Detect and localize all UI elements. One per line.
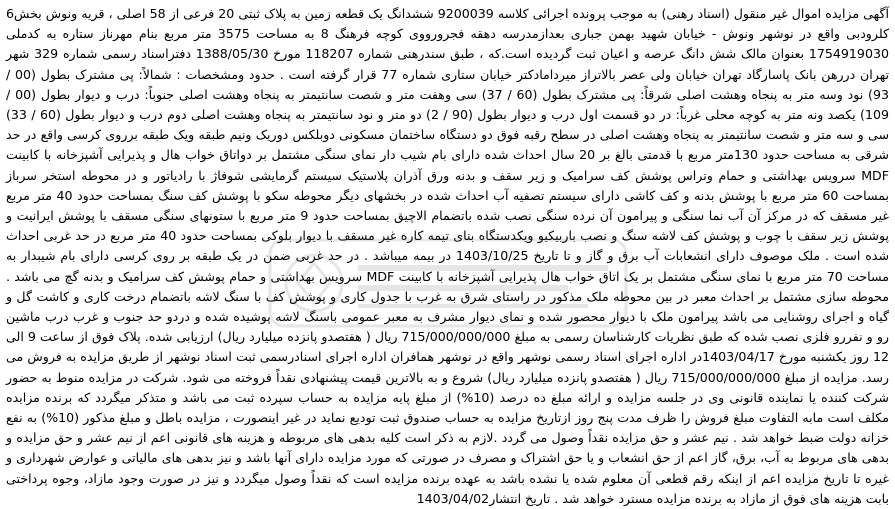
- auction-notice-text: آگهی مزایده اموال غیر منقول (اسناد رهنی) به موجب پرونده اجرائی کلاسه 9200039 ششدانگ یک قطعه زمین به پلاک ثبتی 20 فرعی از 58 اصلی ، قریه ونوش بخش6 کلرودبی واقع در نوشهر ونوش - خیابان شهید بهمن جباری بعدازمدرسه دهقه فجرورووی کوچه فرهنگ 8 به مساحت 3575 متر مربع بنام مهرناز ستاره به کدملی 1754919030 بعنوان مالک شش دانگ عرصه و اعیان ثبت گردیده است.که ، طبق سندرهنی شماره 118207 مورخ 1388/05/30 دفتراسناد رسمی شماره 329 شهر تهران دررهن بانک پاسارگاد تهران خیابان ولی عصر بالاتراز میردامادکتر خیابان ستاری شماره 77 قرار گرفته است . حدود ومشخصات : شمالاً: پی مشترک بطول (00 / 93) نود وسه متر به پنجاه وهشت اصلی شرقاً: پی مشترک بطول (60 / 37) سی وهفت متر و شصت سانتیمتر به پنجاه وهشت اصلی جنوباً: درب و دیوار بطول (00 / 109) یکصد ونه متر به کوچه محلی غرباً: در دو قسمت اول درب و دیوار بطول (90 / 2) دو متر و نود سانتیمتر به پنجاه وهشت اصلی دوم درب و دیوار بطول (60 / 33) سی و سه متر و شصت سانتیمتر به پنجاه وهشت اصلی در سطح رقبه فوق دو دستگاه ساختمان مسکونی دوبلکس دوریک ونیم طبقه ویک طبقه برروی کرسی واقع در حد شرقی به مساحت حدود 130متر مربع با قدمتی بالغ بر 20 سال احداث شده دارای بام شیب دار نمای سنگی مشتمل بر دواتاق خواب هال و پذیرایی آشپزخانه با کابینت MDF سرویس بهداشتی و حمام وتراس پوشش کف سرامیک و زیر سقف و بدنه ورق آذران پلاستیک سیستم گرمایشی شوفاژ با رادیاتور و در محوطه استخر سرباز بمساحت 60 متر مربع با پوشش بدنه و کف کاشی دارای سیستم تصفیه آب احداث شده در بخشهای دیگر محوطه سکو با پوشش کف سنگ بمساحت حدود 40 متر مربع غیر مسقف که در مرکز آن آب نما سنگی و پیرامون آن نرده سنگی نصب شده باتضمام الاچیق بمساحت حدود 9 متر مربع با ستونهای سنگی مسقف با پوشش ایرانیت و پوشش زیر سقف با چوب و پوشش کف لاشه سنگ و نصب باربیکیو ویکدستگاه بنای تیمه کاره غیر مسقف با دیوار بلوکی بمساحت حدود 40 متر مربع در حد غربی احداث شده است . ملک موصوف دارای انشعابات آب برق و گاز و تا تاریخ 1403/10/25 در بیمه میباشد . در حد غربی ضمن در یک طبقه بر روی کرسی دارای بام شیبدار به مساحت 70 متر مربع با نمای سنگی مشتمل بر یک اتاق خواب هال پذیرایی آشپزخانه با کابینت MDF سرویس بهداشتی و حمام پوشش کف سرامیک و بدنه گچ می باشد . محوطه سازی مشتمل بر احداث معبر در بین محوطه ملک مذکور در راستای شرق به غرب با جدول کاری و پوشش کف با سنگ لاشه باتضمام درخت کاری و کاشت گل و گیاه و اجرای روشنایی می باشد پیرامون ملک با دیوار محصور شده و نمای دیوار مشرف به معبر عمومی باسنگ لاشه پوشیده شده و دردو حد جنوب و غرب درب ماشین رو و نفررو فلزی نصب شده که طبق نظریات کارشناسان رسمی به مبلغ 715/000/000/000 ریال ( هفتصدو پانزده میلیارد ریال) ارزیابی شده. پلاک فوق از ساعت 9 الی 12 روز یکشنبه مورخ 1403/04/17در اداره اجرای اسناد رسمی نوشهر واقع در نوشهر همافران اداره اجرای اسنادرسمی ثبت اسناد نوشهر از طریق مزایده به فروش می رسد. مزایده از مبلغ 715/000/000/000 ریال ( هفتصدو پانزده میلیارد ریال) شروع و به بالاترین قیمت پیشنهادی نقداً فروخته می شود. شرکت در مزایده منوط به حضور شرکت کننده یا نماینده قانونی وی در جلسه مزایده و ارائه مبلغ ده درصد (10%) از مبلغ پایه مزایده به حساب سپرده ثبت می باشد و متذکر میگردد که برنده مزایده مکلف است مابه التفاوت مبلغ فروش را ظرف مدت پنج روز ازتاریخ مزایده به حساب صندوق ثبت تودیع نماید در غیر اینصورت ، مزایده باطل و مبلغ مذکور (10%) به نفع خزانه دولت ضبط خواهد شد . نیم عشر و حق مزایده نقداً وصول می گردد .لازم به ذکر است کلیه بدهی های مربوطه و هزینه های قانونی اعم از نیم عشر و حق مزایده و بدهی های مربوط به آب، برق، گاز اعم از حق انشعاب و یا حق اشتراک و مصرف در صورتی که مورد مزایده دارای آنها باشد و نیز بدهی های مالیاتی و عوارض شهرداری و غیره تا تاریخ مزایده اعم از اینکه رقم قطعی آن معلوم شده یا نشده باشد به عهده برنده مزایده است که نقداً وصول میگردد و نیز در صورت وجود مازاد، وجوه پرداختی بابت هزینه های فوق از مازاد به برنده مزایده مسترد خواهد شد . تاریخ انتشار1403/04/02: [6, 6, 890, 506]
